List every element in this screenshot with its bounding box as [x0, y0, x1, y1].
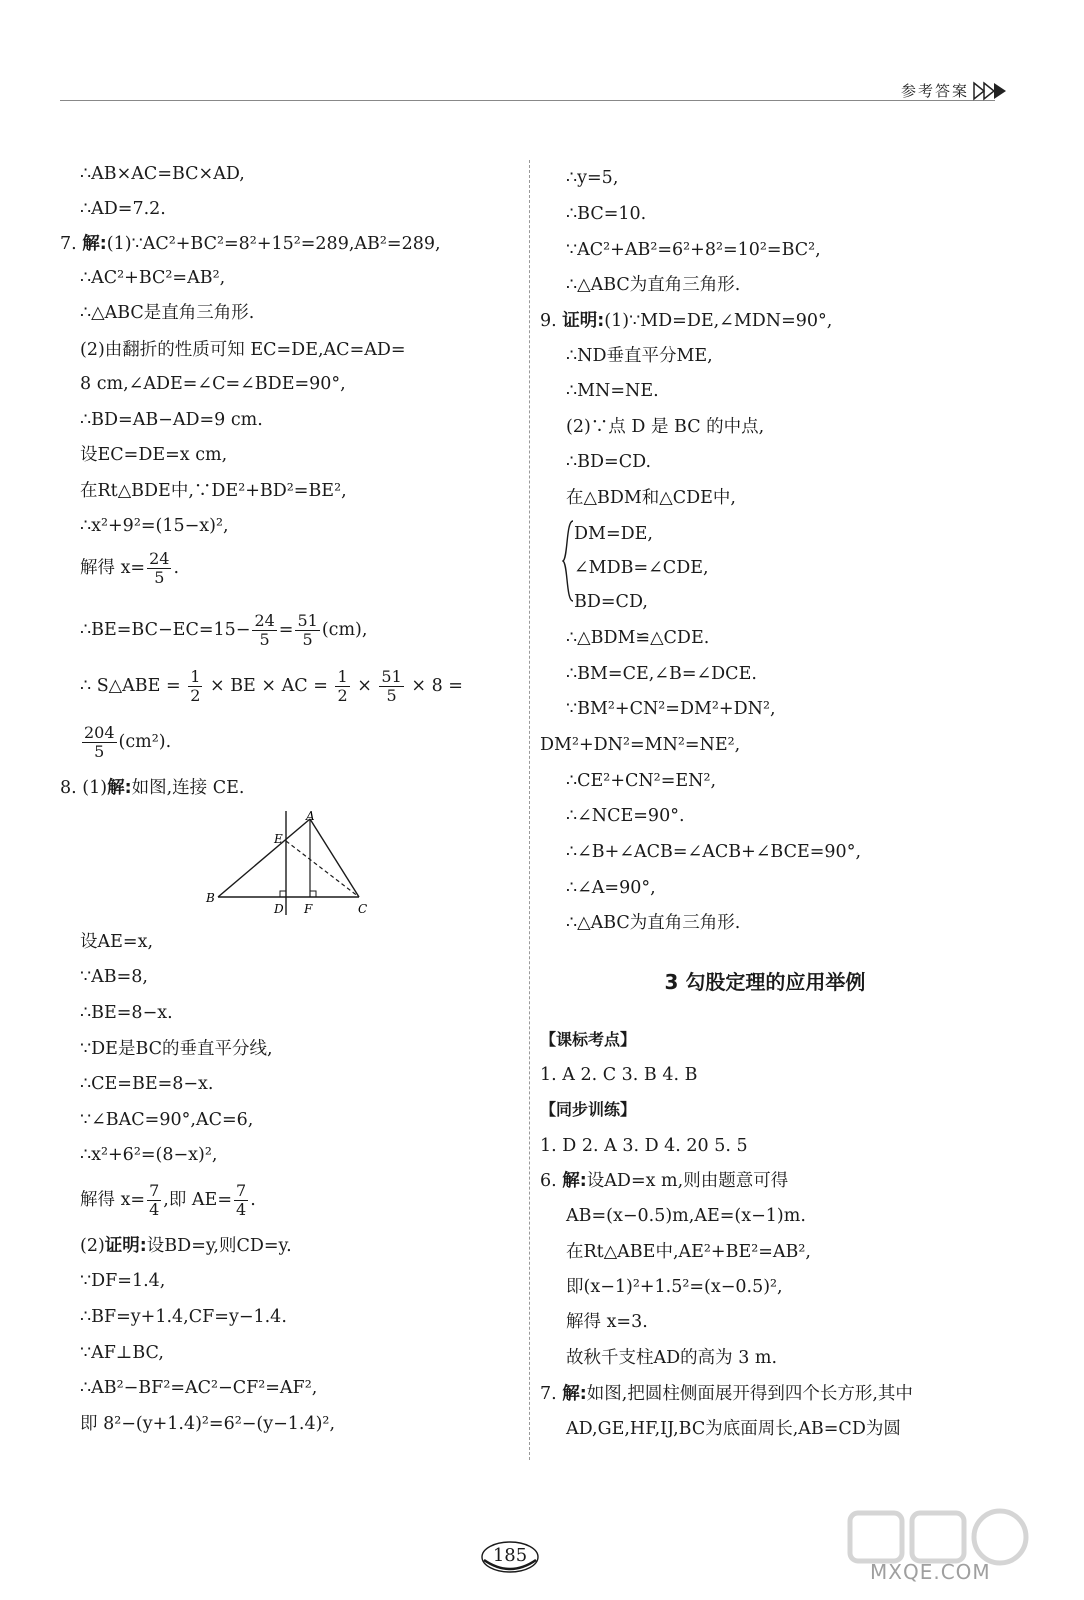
- watermark-text: MXQE.COM: [870, 1560, 991, 1584]
- text-line: ∴AD=7.2.: [80, 199, 166, 219]
- text-line: ∴△BDM≌△CDE.: [566, 628, 710, 648]
- text-line: ∴BE=8−x.: [80, 1003, 173, 1023]
- equation-line: 解得 x= $\frac{24}{5}$ .: [80, 549, 180, 587]
- text-line: ∴y=5,: [566, 168, 619, 188]
- label-c: C: [358, 902, 368, 916]
- text-line: ∵BM²+CN²=DM²+DN²,: [566, 699, 776, 719]
- fraction: $\frac{51}{5}$: [381, 667, 402, 705]
- text-line: ∴MN=NE.: [566, 381, 659, 401]
- label-b: B: [206, 891, 215, 905]
- equation-line: ∴ S△ABE = $\frac{1}{2}$ × BE × AC = $\frac{1}{2}$ × $\frac{51}{5}$ × 8 =: [80, 667, 463, 705]
- text-line: ∴BM=CE,∠B=∠DCE.: [566, 664, 757, 684]
- solution-label: 解:: [82, 234, 107, 254]
- fraction: $\frac{24}{5}$: [254, 611, 275, 649]
- text-line: ∴AB²−BF²=AC²−CF²=AF²,: [80, 1378, 318, 1398]
- equation-line: ∴BE=BC−EC=15− $\frac{24}{5}$ = $\frac{51}{5}$ (cm),: [80, 611, 368, 649]
- solution-label: 解:: [562, 1384, 587, 1404]
- fraction: $\frac{51}{5}$: [297, 611, 318, 649]
- text-line: ∵AC²+AB²=6²+8²=10²=BC²,: [566, 240, 821, 260]
- fraction: $\frac{1}{2}$: [190, 667, 201, 705]
- fraction: $\frac{7}{4}$: [236, 1181, 247, 1219]
- section-tag: 【课标考点】: [540, 1030, 637, 1049]
- section-title: 3 勾股定理的应用举例: [664, 970, 866, 994]
- text-line: BD=CD,: [574, 592, 648, 612]
- text-line: 即(x−1)²+1.5²=(x−0.5)²,: [566, 1277, 783, 1297]
- text-line: ∵∠BAC=90°,AC=6,: [80, 1110, 254, 1130]
- text-line: ∴x²+9²=(15−x)²,: [80, 516, 229, 536]
- text-line: 设EC=DE=x cm,: [80, 445, 228, 465]
- text-line: ∵AF⊥BC,: [80, 1343, 164, 1363]
- text-line: ∴BC=10.: [566, 204, 647, 224]
- text-line: ∴ND垂直平分ME,: [566, 346, 713, 366]
- text-line: AD,GE,HF,IJ,BC为底面周长,AB=CD为圆: [566, 1419, 901, 1439]
- text-line: ∴CE²+CN²=EN²,: [566, 771, 717, 791]
- equation-line: 解得 x= $\frac{7}{4}$ ,即 AE= $\frac{7}{4}$ .: [80, 1181, 256, 1219]
- triangle-figure: [200, 811, 380, 921]
- brace-icon: [562, 520, 574, 602]
- fraction: $\frac{7}{4}$: [149, 1181, 160, 1219]
- label-f: F: [304, 902, 313, 916]
- text-line: ∴∠A=90°,: [566, 878, 656, 898]
- double-arrow-icon: [972, 80, 1012, 102]
- answer-line: 1. D 2. A 3. D 4. 20 5. 5: [540, 1136, 748, 1156]
- problem-6: 6. 解:设AD=x m,则由题意可得: [540, 1171, 789, 1191]
- text-line: 解得 x=3.: [566, 1312, 648, 1332]
- problem-7b: 7. 解:如图,把圆柱侧面展开得到四个长方形,其中: [540, 1384, 913, 1404]
- running-header: 参考答案: [900, 82, 969, 100]
- text-line: 故秋千支柱AD的高为 3 m.: [566, 1348, 778, 1368]
- section-tag: 【同步训练】: [540, 1100, 637, 1119]
- text-line: 即 8²−(y+1.4)²=6²−(y−1.4)²,: [80, 1414, 336, 1434]
- text-line: ∴AC²+BC²=AB²,: [80, 268, 226, 288]
- page-number: 185: [492, 1545, 528, 1566]
- solution-label: 解:: [107, 778, 132, 798]
- text-line: ∴AB×AC=BC×AD,: [80, 164, 245, 184]
- text-line: ∴△ABC为直角三角形.: [566, 275, 741, 295]
- text-line: ∵AB=8,: [80, 967, 148, 987]
- fraction: $\frac{204}{5}$: [84, 723, 115, 761]
- problem-7: 7. 解:(1)∵AC²+BC²=8²+15²=289,AB²=289,: [60, 234, 441, 254]
- text-line: DM²+DN²=MN²=NE²,: [540, 735, 741, 755]
- text-line: AB=(x−0.5)m,AE=(x−1)m.: [566, 1206, 806, 1226]
- text-line: ∴x²+6²=(8−x)²,: [80, 1145, 218, 1165]
- proof-label: 证明:: [104, 1236, 147, 1256]
- text-line: ∴BD=CD.: [566, 452, 652, 472]
- text-line: 设AE=x,: [80, 932, 154, 952]
- text-line: ∴BF=y+1.4,CF=y−1.4.: [80, 1307, 287, 1327]
- answer-line: 1. A 2. C 3. B 4. B: [540, 1065, 698, 1085]
- text-line: ∴△ABC为直角三角形.: [566, 913, 741, 933]
- problem-8: 8. (1)解:如图,连接 CE.: [60, 778, 245, 798]
- text-line: ∴∠B+∠ACB=∠ACB+∠BCE=90°,: [566, 842, 862, 862]
- text-line: (2)由翻折的性质可知 EC=DE,AC=AD=: [80, 340, 406, 360]
- text-line: ∴∠NCE=90°.: [566, 806, 685, 826]
- column-divider: [529, 160, 530, 1460]
- text-line: ∵DF=1.4,: [80, 1271, 166, 1291]
- proof-label: 证明:: [562, 311, 605, 331]
- label-a: A: [306, 811, 315, 823]
- text-line: ∠MDB=∠CDE,: [574, 558, 709, 578]
- text-line: (2)∵点 D 是 BC 的中点,: [566, 417, 765, 437]
- text-line: (2)证明:设BD=y,则CD=y.: [80, 1236, 292, 1256]
- text-line: ∵DE是BC的垂直平分线,: [80, 1039, 273, 1059]
- fraction: $\frac{24}{5}$: [149, 549, 170, 587]
- label-d: D: [274, 902, 284, 916]
- text-line: 8 cm,∠ADE=∠C=∠BDE=90°,: [80, 374, 346, 394]
- text-line: 在△BDM和△CDE中,: [566, 488, 736, 508]
- solution-label: 解:: [562, 1171, 587, 1191]
- text-line: ∴CE=BE=8−x.: [80, 1074, 214, 1094]
- text-line: DM=DE,: [574, 524, 653, 544]
- text-line: ∴△ABC是直角三角形.: [80, 303, 255, 323]
- text-line: ∴BD=AB−AD=9 cm.: [80, 410, 263, 430]
- text-line: 在Rt△BDE中,∵DE²+BD²=BE²,: [80, 481, 347, 501]
- equation-line: $\frac{204}{5}$ (cm²).: [84, 723, 172, 761]
- fraction: $\frac{1}{2}$: [337, 667, 348, 705]
- problem-9: 9. 证明:(1)∵MD=DE,∠MDN=90°,: [540, 311, 833, 331]
- header-rule: [60, 100, 995, 101]
- text-line: 在Rt△ABE中,AE²+BE²=AB²,: [566, 1242, 811, 1262]
- label-e: E: [274, 832, 283, 846]
